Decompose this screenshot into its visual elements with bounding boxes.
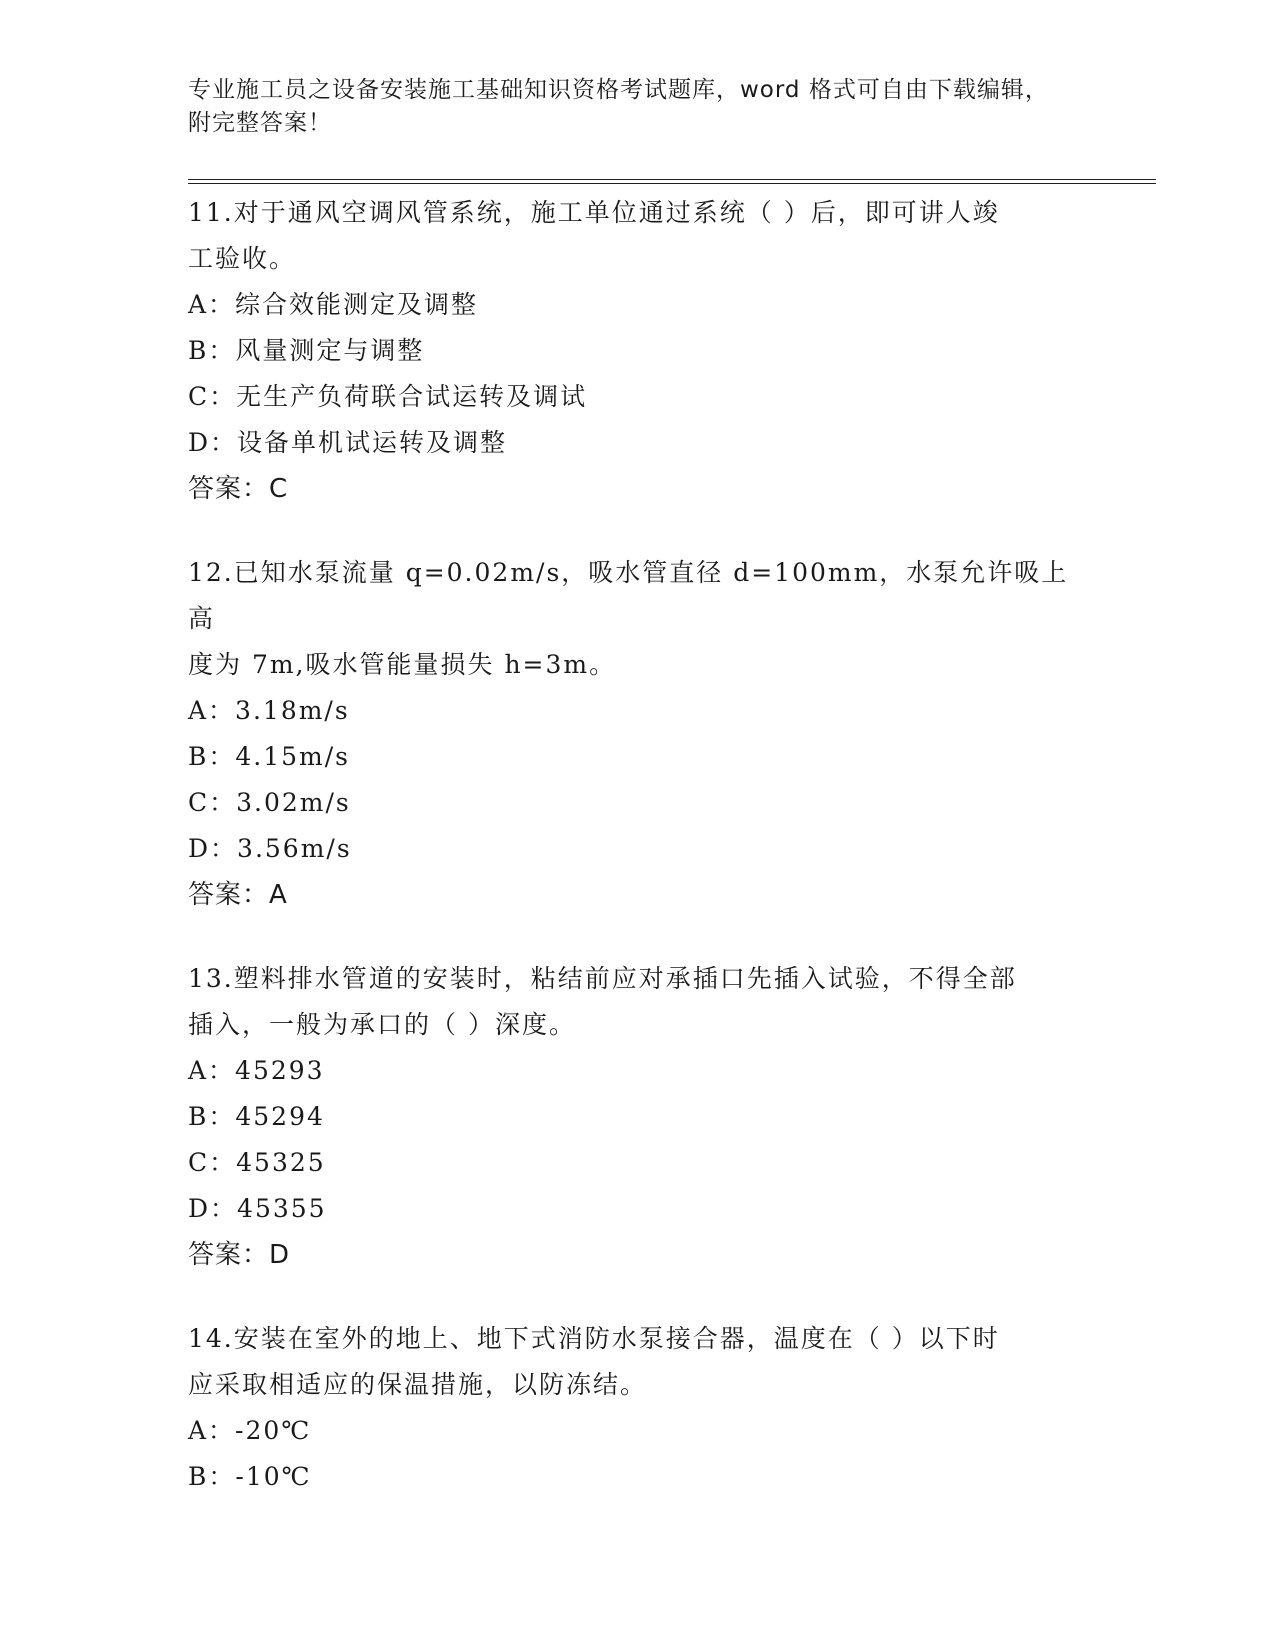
question-stem-line-1: 13.塑料排水管道的安装时，粘结前应对承插口先插入试验，不得全部	[188, 964, 1017, 993]
option-b: B：45294	[188, 1102, 325, 1131]
question-stem-line-2: 工验收。	[188, 244, 297, 273]
question-14	[188, 1316, 1088, 1500]
question-13	[188, 956, 1088, 1278]
question-stem-line-2: 应采取相适应的保温措施，以防冻结。	[188, 1370, 648, 1399]
option-a: A：综合效能测定及调整	[188, 290, 479, 319]
answer: 答案：D	[188, 1240, 291, 1270]
option-b: B：风量测定与调整	[188, 336, 425, 365]
option-a: A：3.18m/s	[188, 696, 350, 725]
question-stem-line-2: 插入，一般为承口的（ ）深度。	[188, 1010, 576, 1039]
option-d: D：45355	[188, 1194, 327, 1223]
answer: 答案：C	[188, 474, 289, 504]
header-divider	[188, 179, 1156, 184]
question-stem-line-1: 11.对于通风空调风管系统，施工单位通过系统（ ）后，即可讲人竣	[188, 198, 1000, 227]
question-stem-line-2: 度为 7m,吸水管能量损失 h=3m。	[188, 650, 617, 679]
question-stem-line-1: 12.已知水泵流量 q=0.02m/s，吸水管直径 d=100mm，水泵允许吸上高	[188, 558, 1069, 633]
option-c: C：3.02m/s	[188, 788, 351, 817]
option-d: D：设备单机试运转及调整	[188, 428, 508, 457]
option-d: D：3.56m/s	[188, 834, 352, 863]
header-line-1: 专业施工员之设备安装施工基础知识资格考试题库，word 格式可自由下载编辑，	[188, 77, 1049, 103]
option-b: B：4.15m/s	[188, 742, 350, 771]
question-stem-line-1: 14.安装在室外的地上、地下式消防水泵接合器，温度在（ ）以下时	[188, 1324, 1000, 1353]
header-line-2: 附完整答案！	[188, 110, 332, 136]
option-a: A：-20℃	[188, 1416, 312, 1445]
question-12	[188, 550, 1088, 918]
document-header	[188, 74, 1068, 140]
question-11	[188, 190, 1088, 512]
option-a: A：45293	[188, 1056, 325, 1085]
option-b: B：-10℃	[188, 1462, 312, 1491]
answer: 答案：A	[188, 880, 288, 910]
option-c: C：无生产负荷联合试运转及调试	[188, 382, 588, 411]
option-c: C：45325	[188, 1148, 326, 1177]
question-list	[188, 190, 1088, 1538]
